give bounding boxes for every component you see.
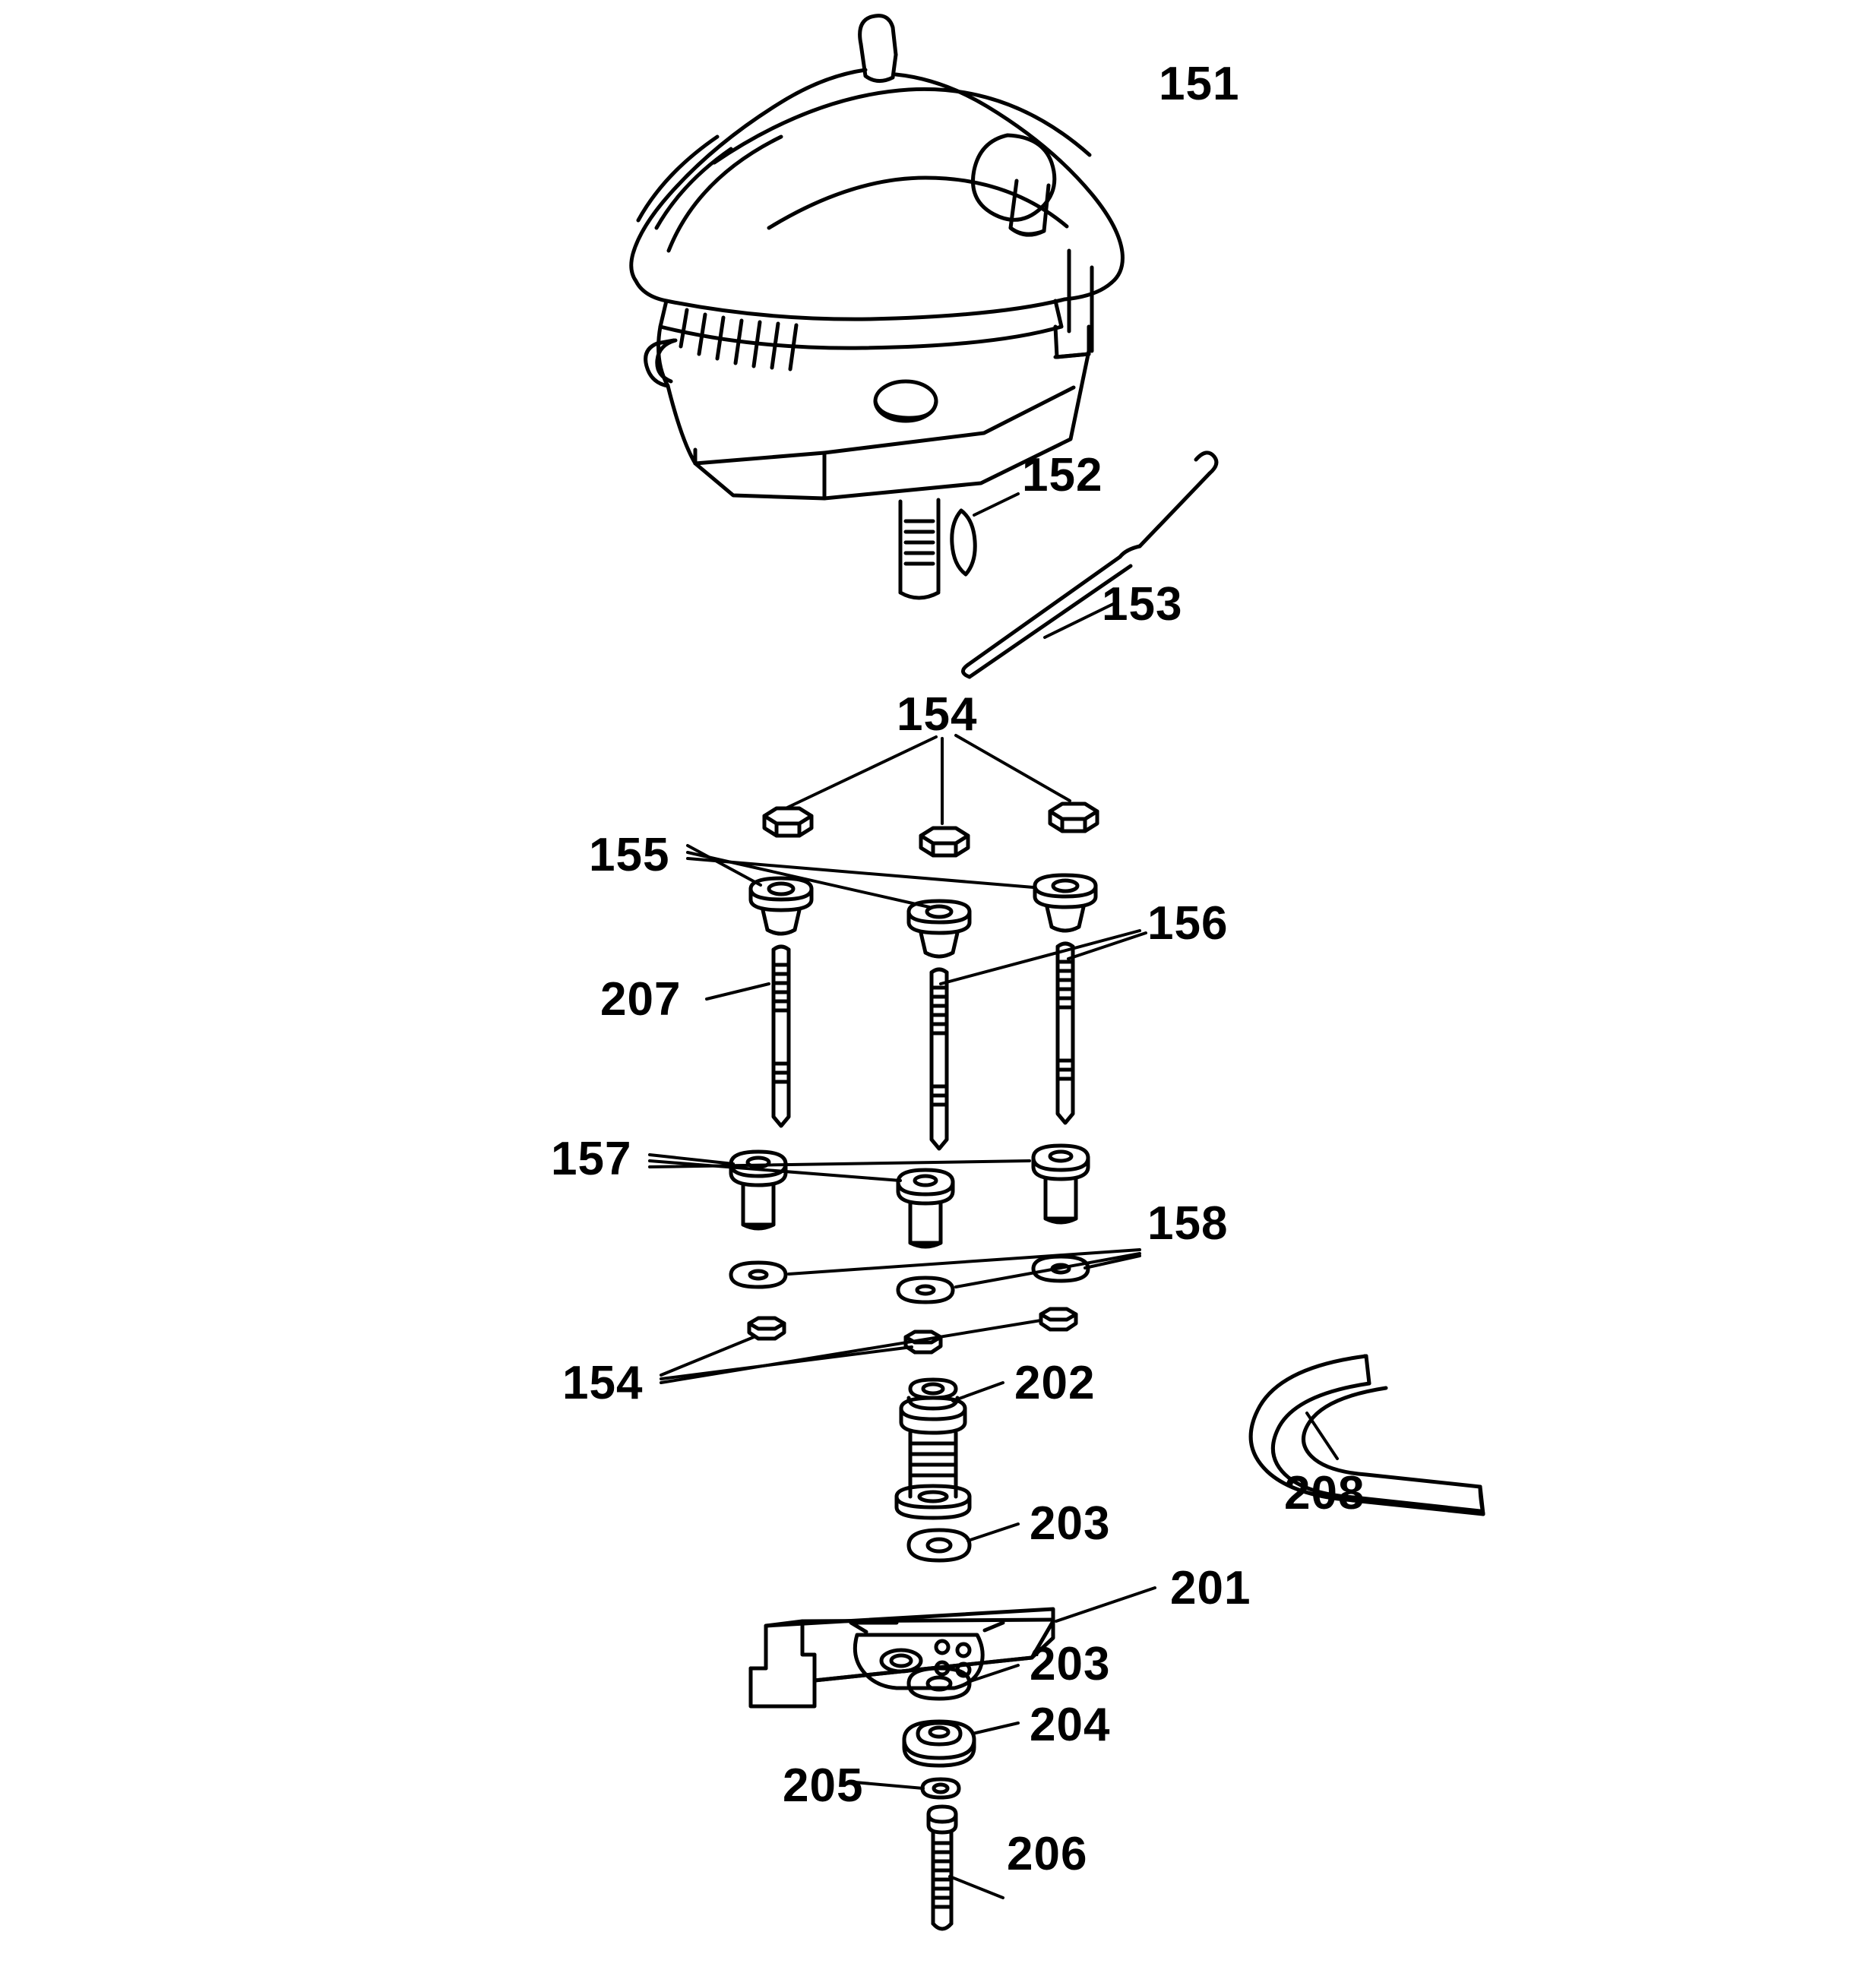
callout-203-upper: 203 (1030, 1497, 1111, 1550)
leader-154-upper (786, 735, 1070, 824)
key-drawing (952, 511, 976, 574)
callout-156: 156 (1147, 897, 1229, 950)
leader-205 (855, 1782, 923, 1788)
spacer-drawing (731, 1146, 1088, 1247)
leader-207 (707, 984, 769, 999)
callout-151: 151 (1159, 58, 1240, 110)
leader-202 (953, 1383, 1003, 1401)
engine-assembly-drawing (631, 16, 1123, 598)
leader-203-upper (968, 1524, 1018, 1541)
stud-drawing (773, 944, 1073, 1149)
isolator-drawing (751, 875, 1096, 956)
callout-157: 157 (551, 1133, 632, 1185)
blade-retainer-drawing (904, 1721, 974, 1766)
nut-upper-drawing (764, 804, 1097, 855)
callout-204: 204 (1030, 1699, 1111, 1751)
callout-205: 205 (783, 1759, 864, 1812)
callout-202: 202 (1014, 1357, 1096, 1409)
leader-157 (650, 1155, 1030, 1181)
lock-washer-drawing (922, 1779, 959, 1797)
callout-153: 153 (1102, 578, 1183, 631)
leader-208 (1307, 1413, 1337, 1459)
callout-206: 206 (1007, 1828, 1088, 1880)
callout-207: 207 (600, 973, 682, 1026)
flat-washer-drawing (731, 1257, 1088, 1302)
callout-208: 208 (1284, 1467, 1365, 1519)
leader-155 (688, 846, 1033, 907)
callout-154-lower: 154 (562, 1357, 644, 1409)
leader-156 (941, 931, 1146, 984)
leader-206 (950, 1876, 1003, 1898)
leader-154-lower (661, 1320, 1041, 1383)
leader-201 (1056, 1588, 1155, 1621)
callout-158: 158 (1147, 1197, 1229, 1250)
callout-155: 155 (589, 829, 670, 881)
callout-152: 152 (1022, 449, 1103, 501)
leader-204 (973, 1723, 1018, 1734)
cutting-blade-drawing (751, 1609, 1053, 1706)
leader-152 (974, 494, 1018, 515)
washer-upper-drawing (909, 1530, 970, 1560)
callout-201: 201 (1170, 1562, 1251, 1614)
callout-203-lower: 203 (1030, 1638, 1111, 1690)
blade-bolt-drawing (929, 1807, 956, 1929)
callout-154-upper: 154 (897, 688, 978, 741)
leader-158 (789, 1250, 1140, 1287)
